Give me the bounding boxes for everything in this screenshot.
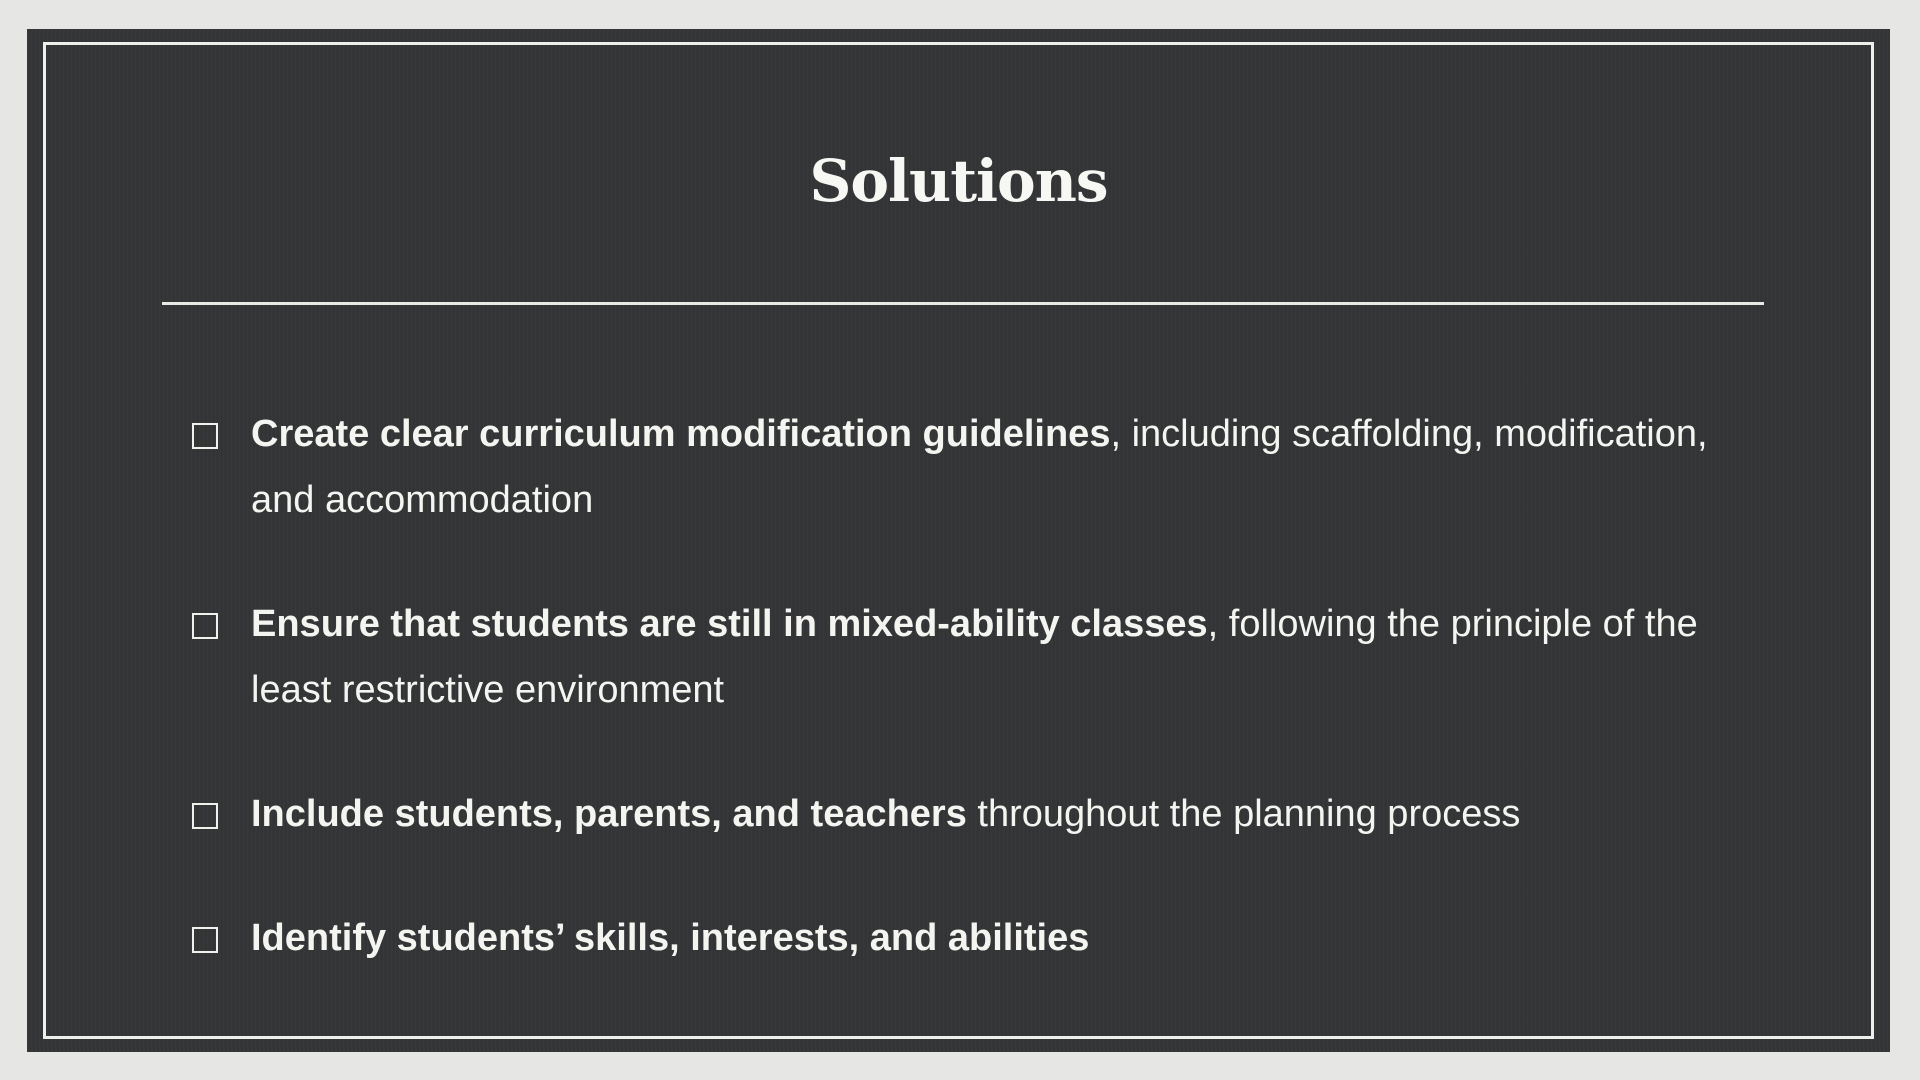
bullet-list (192, 401, 1752, 971)
title-divider (162, 302, 1764, 305)
bullet-bold-text: Include students, parents, and teachers (251, 793, 967, 835)
checkbox-square-icon (192, 927, 218, 953)
checkbox-square-icon (192, 803, 218, 829)
slide (27, 29, 1890, 1052)
bullet-item (192, 781, 1752, 847)
bullet-item (192, 591, 1752, 723)
bullet-bold-text: Ensure that students are still in mixed-ability classes (251, 603, 1208, 645)
bullet-text: throughout the planning process (966, 793, 1521, 835)
bullet-item (192, 905, 1752, 971)
checkbox-square-icon (192, 613, 218, 639)
slide-title: Solutions (809, 147, 1108, 215)
bullet-text: , following the principle of the least restrictive environment (251, 603, 1698, 711)
bullet-bold-text: Identify students’ skills, interests, and abilities (251, 917, 1090, 959)
checkbox-square-icon (192, 423, 218, 449)
bullet-item (192, 401, 1752, 533)
bullet-text: , including scaffolding, modification, and accommodation (251, 413, 1708, 521)
bullet-bold-text: Create clear curriculum modification guidelines (251, 413, 1111, 455)
